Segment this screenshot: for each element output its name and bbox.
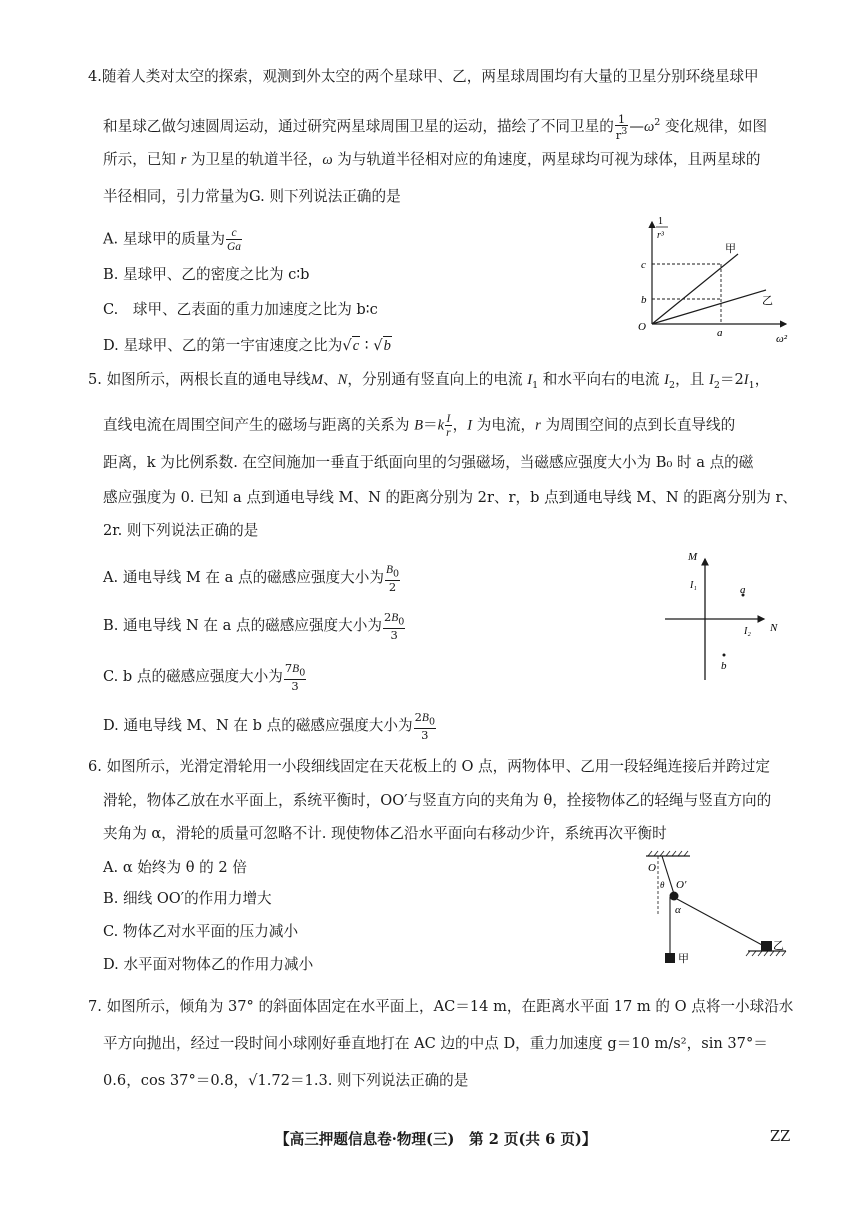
q6-figure	[640, 850, 790, 970]
q5-label-n: N	[770, 622, 778, 634]
q4-option-b[interactable]: B. 星球甲、乙的密度之比为 c∶b	[103, 266, 310, 283]
q4-option-c[interactable]: C. 球甲、乙表面的重力加速度之比为 b∶c	[103, 301, 378, 318]
q6-line-1: 6. 如图所示，光滑定滑轮用一小段细线固定在天花板上的 O 点，两物体甲、乙用一段轻绳连接后并跨过定	[88, 758, 770, 775]
q5-label-b: b	[721, 660, 727, 672]
footer-title: 【高三押题信息卷·物理(三) 第 2 页(共 6 页)】	[275, 1131, 597, 1148]
q5-label-i2: I₂	[744, 626, 751, 637]
q5-line-5: 2r. 则下列说法正确的是	[103, 522, 259, 539]
q5-figure	[660, 545, 790, 685]
q4-line-jia	[652, 254, 738, 324]
q7-line-2: 平方向抛出，经过一段时间小球刚好垂直地打在 AC 边的中点 D，重力加速度 g＝10 m/s²，sin 37°＝	[103, 1035, 768, 1052]
q5-option-d[interactable]: D. 通电导线 M、N 在 b 点的磁感应强度大小为 $\frac{2B_0}{3}$	[103, 710, 435, 743]
q6-rope-yi	[677, 899, 764, 946]
q6-line-3: 夹角为 α，滑轮的质量可忽略不计. 现使物体乙沿水平面向右移动少许，系统再次平衡时	[103, 825, 667, 842]
q6-block-jia	[665, 953, 675, 963]
q6-line-2: 滑轮，物体乙放在水平面上，系统平衡时，OO′与竖直方向的夹角为 θ，拴接物体乙的轻绳与竖直方向的	[103, 792, 772, 809]
q6-label-yi: 乙	[773, 940, 784, 952]
q5-line-3: 距离，k 为比例系数. 在空间施加一垂直于纸面向里的匀强磁场，当磁感应强度大小为 B₀ 时 a 点的磁	[103, 454, 754, 471]
q5-line-4: 感应强度为 0. 已知 a 点到通电导线 M、N 的距离分别为 2r、r，b 点到通电导线 M、N 的距离分别为 r、	[103, 489, 798, 506]
q6-label-o: O	[648, 862, 656, 874]
q6-option-d[interactable]: D. 水平面对物体乙的作用力减小	[103, 956, 314, 973]
q6-option-a[interactable]: A. α 始终为 θ 的 2 倍	[103, 859, 247, 876]
q4-graph-c: c	[641, 259, 646, 271]
q4-graph-a: a	[717, 327, 723, 339]
q6-block-yi	[761, 941, 772, 951]
q4-graph-x-label: ω²	[776, 333, 788, 345]
q5-label-m: M	[688, 551, 698, 563]
q4-graph-yi: 乙	[762, 295, 773, 307]
q4-line-4: 半径相同，引力常量为G. 则下列说法正确的是	[103, 188, 401, 205]
q4-graph-y-den: r³	[657, 230, 664, 241]
q5-line-2: 直线电流在周围空间产生的磁场与距离的关系为 B＝k $\frac{I}{r}$ ，I 为电流，r 为周围空间的点到长直导线的	[103, 413, 736, 439]
q4-graph-y-num: 1	[658, 216, 663, 227]
q5-option-a[interactable]: A. 通电导线 M 在 a 点的磁感应强度大小为 $\frac{B_0}{2}$	[103, 564, 400, 595]
q6-label-alpha: α	[675, 904, 681, 916]
q4-graph-origin: O	[638, 321, 646, 333]
q4-graph	[628, 212, 796, 348]
q4-option-a[interactable]: A. 星球甲的质量为 $\frac{c}{Ga}$	[103, 227, 242, 253]
q6-label-jia: 甲	[678, 953, 689, 965]
q7-line-3: 0.6，cos 37°＝0.8，√1.72＝1.3. 则下列说法正确的是	[103, 1072, 469, 1089]
q5-option-b[interactable]: B. 通电导线 N 在 a 点的磁感应强度大小为 $\frac{2B_0}{3}$	[103, 610, 405, 643]
q4-graph-b: b	[641, 294, 647, 306]
q6-option-b[interactable]: B. 细线 OO′的作用力增大	[103, 890, 272, 907]
q4-line-3: 所示，已知 r 为卫星的轨道半径，ω 为与轨道半径相对应的角速度，两星球均可视为球体，且两星球的	[103, 151, 761, 168]
q5-label-a: a	[740, 584, 746, 596]
q5-label-i1: I₁	[690, 580, 697, 591]
q6-label-o-prime: O′	[676, 879, 687, 891]
q7-line-1: 7. 如图所示，倾角为 37° 的斜面体固定在水平面上，AC＝14 m，在距离水平面 17 m 的 O 点将一小球沿水	[88, 998, 794, 1015]
q5-line-1: 5. 如图所示，两根长直的通电导线M、N，分别通有竖直向上的电流 $I_1$ 和水平向右的电流 $I_2$，且 $I_2=2I_1$，	[88, 371, 770, 391]
q6-label-theta: θ	[660, 880, 665, 890]
footer-code: ZZ	[770, 1128, 791, 1145]
q6-option-c[interactable]: C. 物体乙对水平面的压力减小	[103, 923, 299, 940]
q4-line-yi	[652, 290, 766, 324]
q4-line-1: 4.随着人类对太空的探索，观测到外太空的两个星球甲、乙，两星球周围均有大量的卫星分别环绕星球甲	[88, 68, 759, 85]
q4-option-d[interactable]: D. 星球甲、乙的第一宇宙速度之比为√c ∶ √b	[103, 337, 391, 354]
q5-point-b	[723, 654, 726, 657]
q5-option-c[interactable]: C. b 点的磁感应强度大小为 $\frac{7B_0}{3}$	[103, 661, 306, 694]
q4-graph-jia: 甲	[725, 243, 736, 255]
q4-line-2: 和星球乙做匀速圆周运动，通过研究两星球周围卫星的运动，描绘了不同卫星的 $\frac{1}{r^3}$ $—\omega^2$ 变化规律，如图	[103, 112, 768, 142]
